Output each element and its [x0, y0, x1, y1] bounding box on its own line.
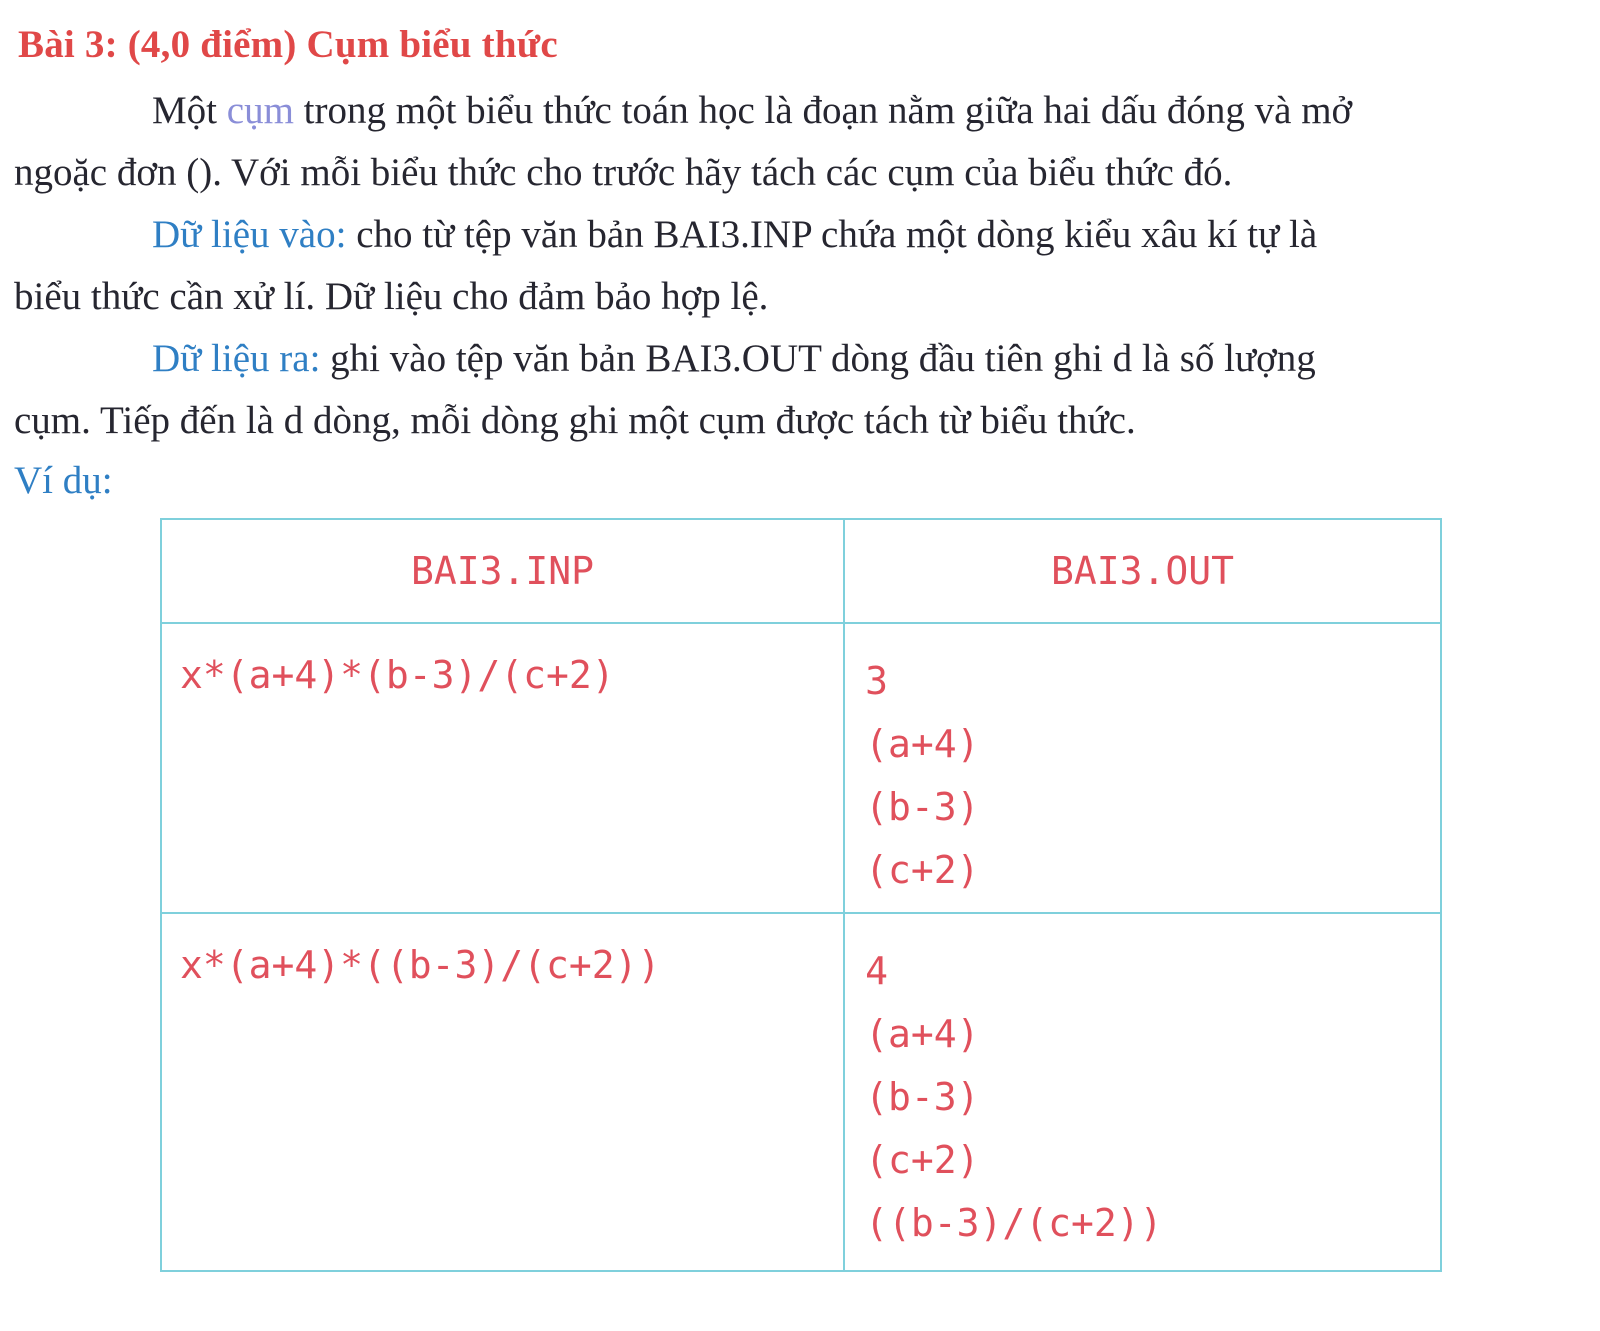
problem-title: Bài 3: (4,0 điểm) Cụm biểu thức: [18, 23, 558, 66]
input-text: cho từ tệp văn bản BAI3.INP chứa một dòng kiểu xâu kí tự là: [346, 213, 1318, 256]
paragraph-output-line-2: cụm. Tiếp đến là d dòng, mỗi dòng ghi một cụm được tách từ biểu thức.: [14, 399, 1136, 442]
input-expression: x*(a+4)*((b-3)/(c+2)): [180, 943, 661, 987]
header-output: BAI3.OUT: [844, 519, 1441, 623]
input-cell: [161, 623, 844, 913]
term-cum: cụm: [226, 89, 294, 132]
output-cell: [844, 913, 1441, 1271]
output-label: Dữ liệu ra:: [152, 337, 321, 380]
table-header-row: [161, 519, 1441, 623]
output-cluster: (b-3): [865, 785, 980, 829]
intro-text-start: Một: [152, 89, 227, 132]
table-row: [161, 913, 1441, 1271]
output-count: 4: [865, 949, 888, 993]
output-cluster: (c+2): [865, 1138, 980, 1182]
paragraph-input-line-1: [14, 204, 1317, 266]
paragraph-intro-line-1: [14, 80, 1352, 142]
intro-text-end: trong một biểu thức toán học là đoạn nằm giữa hai dấu đóng và mở: [293, 89, 1353, 132]
output-cluster: (a+4): [865, 1012, 980, 1056]
input-cell: [161, 913, 844, 1271]
output-cluster: (b-3): [865, 1075, 980, 1119]
input-expression: x*(a+4)*(b-3)/(c+2): [180, 653, 615, 697]
paragraph-output-line-1: [14, 328, 1316, 390]
paragraph-intro-line-2: ngoặc đơn (). Với mỗi biểu thức cho trước hãy tách các cụm của biểu thức đó.: [14, 151, 1233, 194]
output-cell: [844, 623, 1441, 913]
input-label: Dữ liệu vào:: [152, 213, 347, 256]
paragraph-input-line-2: biểu thức cần xử lí. Dữ liệu cho đảm bảo hợp lệ.: [14, 275, 769, 318]
output-text: ghi vào tệp văn bản BAI3.OUT dòng đầu tiên ghi d là số lượng: [320, 337, 1316, 380]
example-table: [160, 518, 1442, 1272]
example-label: Ví dụ:: [14, 459, 113, 502]
table-row: [161, 623, 1441, 913]
header-input: BAI3.INP: [161, 519, 844, 623]
output-cluster: (c+2): [865, 848, 980, 892]
output-count: 3: [865, 659, 888, 703]
output-cluster: (a+4): [865, 722, 980, 766]
output-cluster: ((b-3)/(c+2)): [865, 1201, 1163, 1245]
